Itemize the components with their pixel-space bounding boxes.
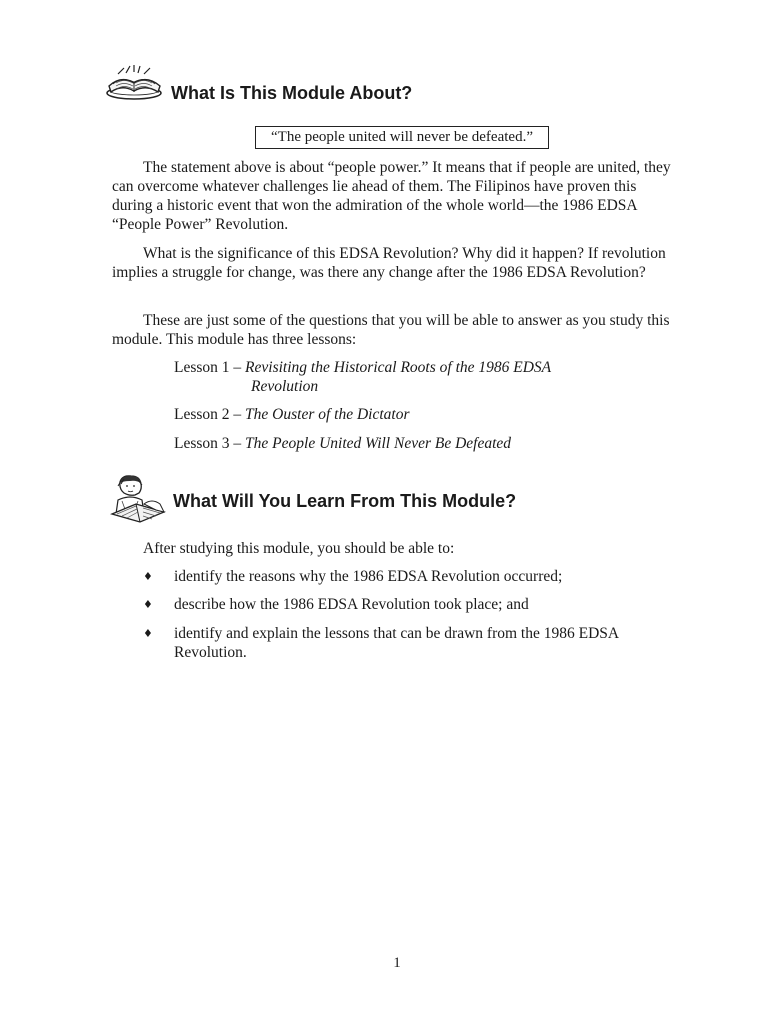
- diamond-bullet-icon: ♦: [143, 598, 153, 611]
- diamond-bullet-icon: ♦: [143, 570, 153, 583]
- lesson-label: Lesson 1 –: [174, 359, 242, 376]
- lesson-item: [174, 434, 511, 453]
- quote-box: “The people united will never be defeated.”: [255, 126, 549, 149]
- questions-paragraph: [112, 244, 674, 282]
- lesson-title: The People United Will Never Be Defeated: [245, 435, 512, 452]
- paragraph-text: The statement above is about “people power.” It means that if people are united, they can overcome whatever challenges lie ahead of them. The Filipinos have proven this during a historic event that won the admiration of the whole world—the 1986 EDSA “People Power” Revolution.: [112, 159, 671, 233]
- objectives-intro: After studying this module, you should be able to:: [143, 540, 455, 557]
- paragraph-text: These are just some of the questions that you will be able to answer as you study this module. This module has three lessons:: [112, 312, 670, 348]
- student-reading-icon: [108, 474, 168, 524]
- lessons-intro-paragraph: [112, 311, 674, 349]
- page-number: 1: [393, 955, 401, 971]
- lesson-title-continuation: Revolution: [251, 378, 319, 395]
- open-book-icon: [104, 62, 166, 102]
- section-heading-module-about: What Is This Module About?: [171, 83, 413, 103]
- objective-text: identify the reasons why the 1986 EDSA Revolution occurred;: [174, 568, 563, 585]
- objective-text: describe how the 1986 EDSA Revolution took place; and: [174, 596, 529, 613]
- section-heading-what-you-learn: What Will You Learn From This Module?: [173, 491, 517, 511]
- lesson-item: [174, 405, 410, 424]
- lesson-title: The Ouster of the Dictator: [245, 406, 410, 423]
- lesson-item: [174, 358, 551, 377]
- objective-text: identify and explain the lessons that can be drawn from the 1986 EDSA Revolution.: [174, 625, 619, 661]
- intro-paragraph: [112, 158, 674, 234]
- lesson-label: Lesson 2 –: [174, 406, 242, 423]
- paragraph-text: What is the significance of this EDSA Revolution? Why did it happen? If revolution implies a struggle for change, was there any change after the 1986 EDSA Revolution?: [112, 245, 666, 281]
- lesson-title: Revisiting the Historical Roots of the 1986 EDSA: [245, 359, 552, 376]
- lesson-label: Lesson 3 –: [174, 435, 242, 452]
- diamond-bullet-icon: ♦: [143, 627, 153, 640]
